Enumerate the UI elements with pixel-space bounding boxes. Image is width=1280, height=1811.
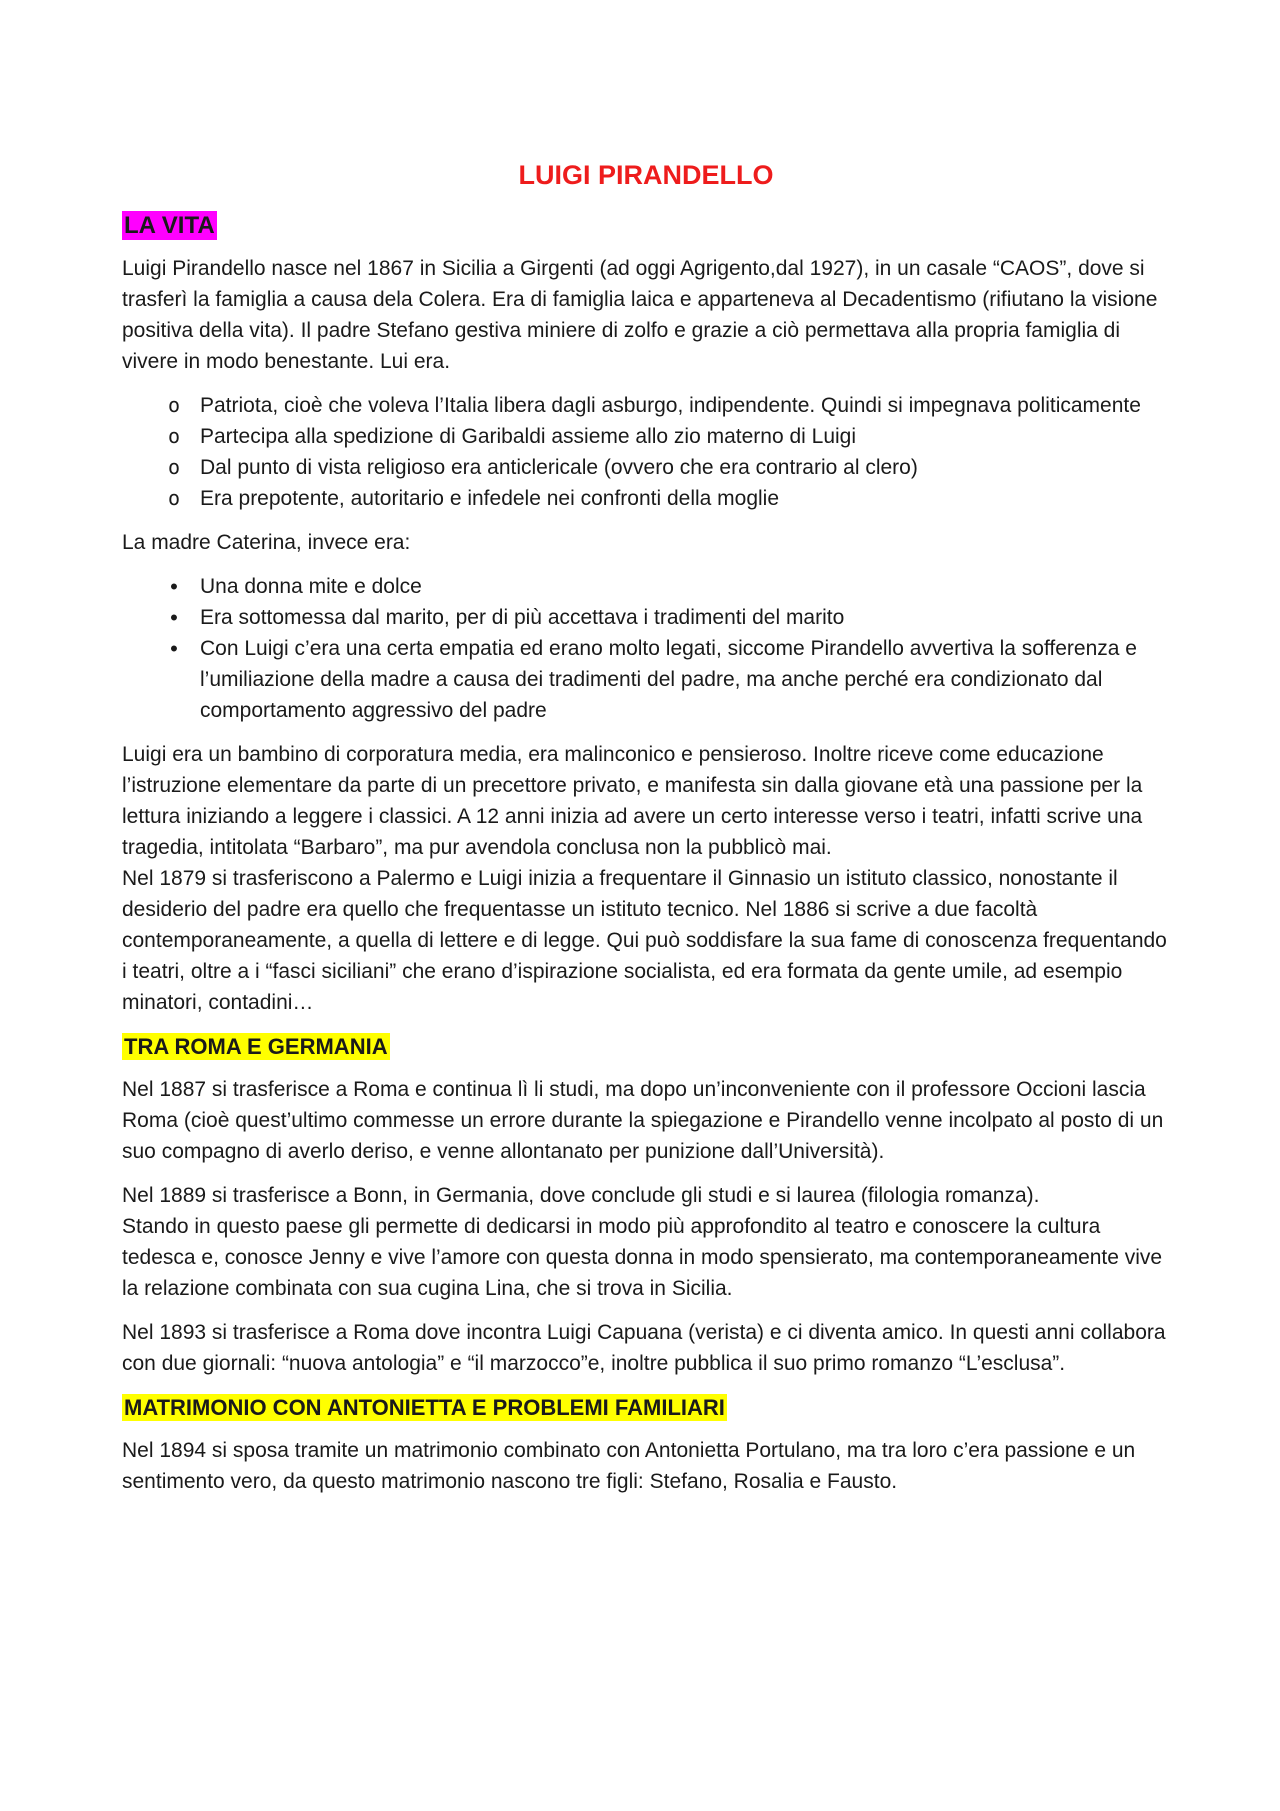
circle-bullet-icon: o (167, 424, 181, 448)
bullet-icon: • (170, 636, 178, 661)
list-item (122, 483, 1170, 514)
bullet-icon: • (170, 605, 178, 630)
list-item-text: Era sottomessa dal marito, per di più accettava i tradimenti del marito (200, 606, 845, 629)
list-item (122, 421, 1170, 452)
section-heading-text: LA VITA (124, 212, 215, 239)
section-heading-text: MATRIMONIO CON ANTONIETTA E PROBLEMI FAMILIARI (124, 1395, 725, 1420)
paragraph-childhood: Luigi era un bambino di corporatura media, era malinconico e pensieroso. Inoltre riceve come educazione l’istruzione elementare da parte di un precettore privato, e manifesta sin dalla giovane età una passione per la lettura iniziando a leggere i classici. A 12 anni inizia ad avere un certo interesse verso i teatri, infatti scrive una tragedia, intitolata “Barbaro”, ma pur avendola conclusa non la pubblicò mai. (122, 743, 1143, 859)
paragraph-capuana: Nel 1893 si trasferisce a Roma dove incontra Luigi Capuana (verista) e ci diventa amico. In questi anni collabora con due giornali: “nuova antologia” e “il marzocco”e, inoltre pubblica il suo primo romanzo “L’esclusa”. (122, 1321, 1166, 1375)
section-heading-matrimonio (122, 1392, 1170, 1423)
list-item-text: Patriota, cioè che voleva l’Italia libera dagli asburgo, indipendente. Quindi si impegnava politicamente (200, 394, 1141, 417)
list-item-text: Partecipa alla spedizione di Garibaldi assieme allo zio materno di Luigi (200, 425, 857, 448)
paragraph-bonn: Nel 1889 si trasferisce a Bonn, in Germania, dove conclude gli studi e si laurea (filologia romanza). (122, 1184, 1040, 1207)
section-heading-roma-germania (122, 1031, 1170, 1062)
list-item (122, 633, 1170, 726)
paragraph-germania: Stando in questo paese gli permette di dedicarsi in modo più approfondito al teatro e conoscere la cultura tedesca e, conosce Jenny e vive l’amore con questa donna in modo spensierato, ma contemporaneamente vive la relazione combinata con sua cugina Lina, che si trova in Sicilia. (122, 1215, 1163, 1300)
circle-bullet-icon: o (167, 486, 181, 510)
paragraph-intro: Luigi Pirandello nasce nel 1867 in Sicilia a Girgenti (ad oggi Agrigento,dal 1927), in un casale “CAOS”, dove si trasferì la famiglia a causa dela Colera. Era di famiglia laica e apparteneva al Decadentismo (rifiutano la visione positiva della vita). Il padre Stefano gestiva miniere di zolfo e grazie a ciò permettava alla propria famiglia di vivere in modo benestante. Lui era. (122, 257, 1158, 373)
list-item (122, 452, 1170, 483)
mother-traits-list (122, 571, 1170, 726)
section-heading-la-vita (122, 210, 1170, 241)
list-item-text: Con Luigi c’era una certa empatia ed erano molto legati, siccome Pirandello avvertiva la sofferenza e l’umiliazione della madre a causa dei tradimenti del padre, ma anche perché era condizionato dal comportamento aggressivo del padre (200, 637, 1137, 722)
circle-bullet-icon: o (167, 393, 181, 417)
list-item-text: Dal punto di vista religioso era anticlericale (ovvero che era contrario al clero) (200, 456, 918, 479)
list-item-text: Era prepotente, autoritario e infedele nei confronti della moglie (200, 487, 780, 510)
list-item (122, 602, 1170, 633)
section-heading-text: TRA ROMA E GERMANIA (124, 1034, 388, 1059)
list-item-text: Una donna mite e dolce (200, 575, 422, 598)
document-page (122, 158, 1170, 1510)
document-title: LUIGI PIRANDELLO (518, 160, 774, 190)
bullet-icon: • (170, 574, 178, 599)
paragraph-roma: Nel 1887 si trasferisce a Roma e continua lì li studi, ma dopo un’inconveniente con il professore Occioni lascia Roma (cioè quest’ultimo commesse un errore durante la spiegazione e Pirandello venne incolpato al posto di un suo compagno di averlo deriso, e venne allontanato per punizione dall’Università). (122, 1078, 1164, 1163)
paragraph-matrimonio: Nel 1894 si sposa tramite un matrimonio combinato con Antonietta Portulano, ma tra loro c’era passione e un sentimento vero, da questo matrimonio nascono tre figli: Stefano, Rosalia e Fausto. (122, 1439, 1136, 1493)
list-item (122, 390, 1170, 421)
circle-bullet-icon: o (167, 455, 181, 479)
list-item (122, 571, 1170, 602)
father-traits-list (122, 390, 1170, 514)
paragraph-mother-intro: La madre Caterina, invece era: (122, 531, 411, 554)
paragraph-palermo: Nel 1879 si trasferiscono a Palermo e Luigi inizia a frequentare il Ginnasio un istituto classico, nonostante il desiderio del padre era quello che frequentasse un istituto tecnico. Nel 1886 si scrive a due facoltà contemporaneamente, a quella di lettere e di legge. Qui può soddisfare la sua fame di conoscenza frequentando i teatri, oltre a i “fasci siciliani” che erano d’ispirazione socialista, ed era formata da gente umile, ad esempio minatori, contadini… (122, 867, 1167, 1014)
